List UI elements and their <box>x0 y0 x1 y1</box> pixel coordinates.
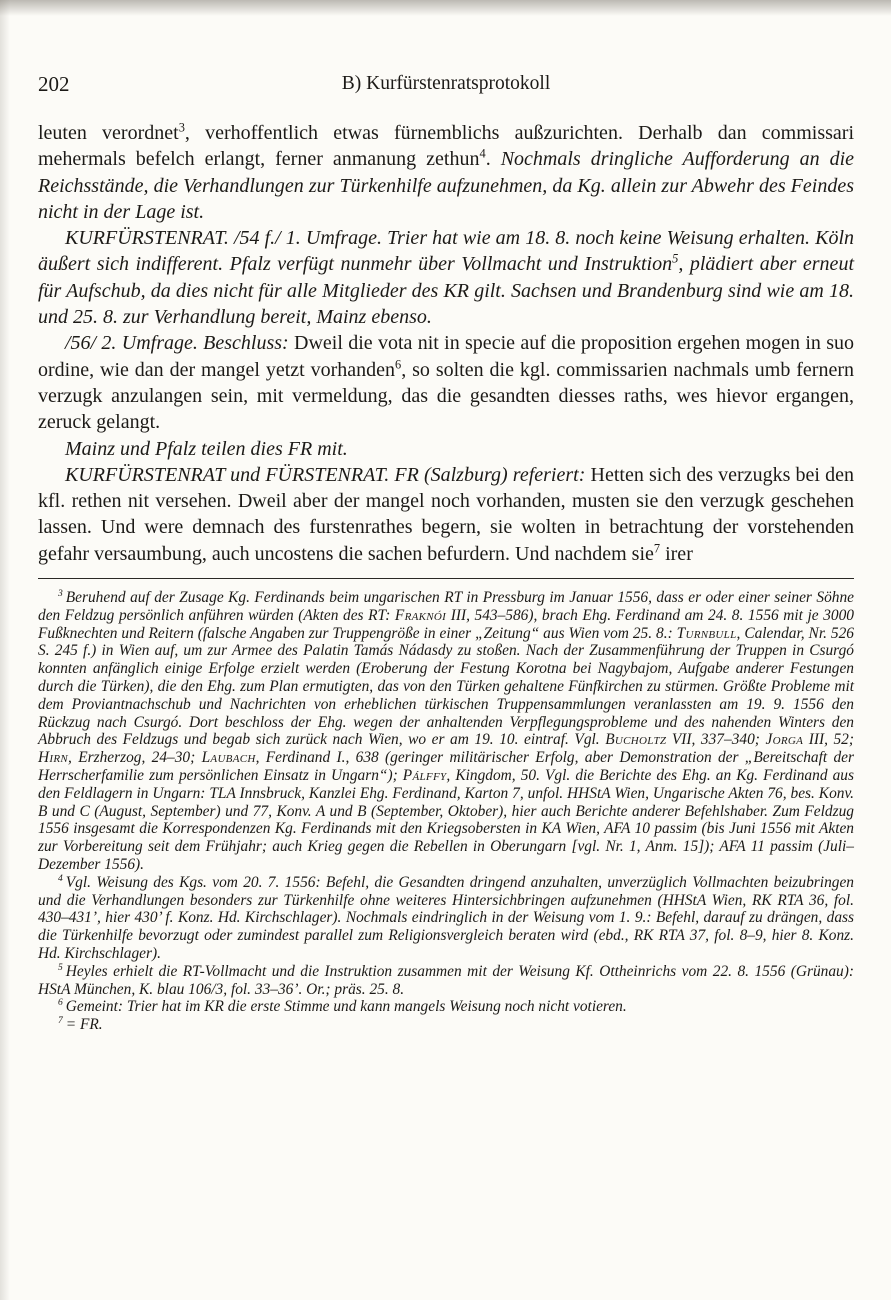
text-segment: Laubach <box>201 749 256 767</box>
text-segment: Dweil die vota nit in specie auf die proposition ergehen mogen in suo ordine, wie dan der mangel yetzt vorhanden <box>38 332 854 381</box>
text-segment: KURFÜRSTENRAT und FÜRSTENRAT. FR (Salzburg) referiert: <box>65 463 591 486</box>
page-content <box>38 72 854 1034</box>
text-segment: Hirn <box>38 749 69 767</box>
body-paragraph <box>38 436 854 462</box>
text-segment: Bucholtz <box>605 731 667 749</box>
text-segment: , Erzherzog, 24–30; <box>68 749 202 767</box>
text-segment: Mainz und Pfalz teilen dies FR mit. <box>65 437 348 460</box>
text-segment: III, 52; <box>803 731 854 749</box>
text-segment: , Ferdinand I., 638 (geringer militärischer Erfolg, aber Demonstration der „Bereitschaft der Herrscherfamilie zum persönlichen Einsatz in Ungarn“); <box>38 749 854 785</box>
text-segment: III, 543–586), brach Ehg. Ferdinand am 24. 8. 1556 mit je 3000 Fußknechten und Reitern (falsche Angaben zur Truppengröße in einer „Zeitung“ aus Wien vom 25. 8.: <box>38 606 854 642</box>
footnote-marker: 4 <box>58 872 63 884</box>
text-segment: . <box>485 148 501 171</box>
footnote-ref: 3 <box>178 120 185 135</box>
footnote-ref: 6 <box>395 357 402 372</box>
footnote <box>38 998 854 1016</box>
text-segment: Vgl. Weisung des Kgs. vom 20. 7. 1556: Befehl, die Gesandten dringend anzuhalten, unverzüglich Vollmachten beizubringen und die Verhandlungen besonders zur Türkenhilfe ohne weiteres Hintersichbringen aufzunehmen (HHStA Wien, RK RTA 36, fol. 430–431’, hier 430’ f. Konz. Hd. Kirchschlager). Nochmals eindringlich in der Weisung vom 1. 9.: Befehl, darauf zu drängen, dass die Türkenhilfe bevorzugt oder zumindest parallel zum Religionsvergleich beraten wird (ebd., RK RTA 37, fol. 8–9, hier 8. Konz. Hd. Kirchschlager). <box>38 873 854 962</box>
text-segment: Beruhend auf der Zusage Kg. Ferdinands beim ungarischen RT in Pressburg im Januar 1556, dass er oder einer seiner Söhne den Feldzug persönlich anführen würden (Akten des RT: <box>38 589 854 624</box>
text-segment: , Calendar, Nr. 526 S. 245 f.) in Wien auf, um zur Armee des Palatin Tamás Nádasdy zu stoßen. Nach der Zusammenführung der Truppen in Csurgó konnten anfänglich einige Erfolge erzielt werden (Eroberung der Festung Korotna bei Nagybajom, Aufgabe anderer Festungen durch die Türken), die den Ehg. zum Plan ermutigten, das von den Türken gehaltene Fünfkirchen zu stürmen. Größte Probleme mit dem Proviantnachschub und Nachrichten von erheblichen türkischen Truppensammlungen veranlassten am 19. 9. 1556 den Rückzug nach Csurgó. Dort beschloss der Ehg. wegen der anhaltenden Verpflegungsprobleme und des nahenden Winters den Abbruch des Feldzugs und begab sich zurück nach Wien, wo er am 19. 10. eintraf. Vgl. <box>38 624 854 749</box>
text-segment: , Kingdom, 50. Vgl. die Berichte des Ehg. an Kg. Ferdinand aus den Feldlagern in Ungarn: TLA Innsbruck, Kanzlei Ehg. Ferdinand, Karton 7, unfol. HHStA Wien, Ungarische Akten 76, bes. Konv. B und C (August, September) und 77, Konv. A und B (September, Oktober), hier auch Berichte anderer Befehlshaber. Zum Feldzug 1556 insgesamt die Korrespondenzen Kg. Ferdinands mit den Kriegsobersten in KA Wien, AFA 10 passim (bis Juni 1556 mit Akten zur Vorbereitung seit dem Frühjahr; auch Krieg gegen die Rebellen in Oberungarn [vgl. Nr. 1, Anm. 15]); AFA 11 passim (Juli–Dezember 1556). <box>38 767 854 873</box>
body-paragraph <box>38 462 854 567</box>
text-segment: /56/ 2. Umfrage. Beschluss: <box>65 332 295 355</box>
text-segment: , so solten die kgl. commissarien nachmals umb fernern verzugk anzulangen sein, mit vermeldung, das die gesandten diesses raths, wes hievor ergangen, zeruck gelangt. <box>38 358 854 434</box>
text-segment: VII, 337–340; <box>666 731 766 749</box>
text-segment: Jorga <box>765 731 804 749</box>
scan-edge-shadow-top <box>0 0 891 16</box>
footnote-ref: 4 <box>479 146 486 161</box>
text-segment: KURFÜRSTENRAT. /54 f./ 1. Umfrage. Trier hat wie am 18. 8. noch keine Weisung erhalten. Köln äußert sich indifferent. Pfalz verfügt nunmehr über Vollmacht und Instruktion <box>38 227 854 276</box>
footnotes <box>38 589 854 1034</box>
footnote-marker: 6 <box>58 997 63 1009</box>
text-segment: Pálffy <box>402 767 447 785</box>
footnote-ref: 7 <box>653 541 661 556</box>
scan-edge-shadow-left <box>0 0 10 1300</box>
text-segment: Hetten sich des verzugks bei den kfl. rethen nit versehen. Dweil aber der mangel noch vorhanden, musten sie den verzugk geschehen lassen. Und were demnach des furstenrathes begern, sie wolten in betrachtung der vorstehenden gefahr versaumbung, auch uncostens die sachen befurdern. Und nachdem sie <box>38 463 854 565</box>
text-segment: Turnbull <box>676 624 737 642</box>
footnote-marker: 3 <box>58 587 63 599</box>
footnote-ref: 5 <box>672 251 679 266</box>
body-paragraph <box>38 225 854 330</box>
text-segment: Fraknói <box>394 606 447 624</box>
body-text <box>38 120 854 567</box>
text-segment: Nochmals dringliche Aufforderung an die Reichsstände, die Verhandlungen zur Türkenhilfe aufzunehmen, da Kg. allein zur Abwehr des Feindes nicht in der Lage ist. <box>38 148 854 223</box>
text-segment: , plädiert aber erneut für Aufschub, da dies nicht für alle Mitglieder des KR gilt. Sachsen und Brandenburg sind wie am 18. und 25. 8. zur Verhandlung bereit, Mainz ebenso. <box>38 253 854 329</box>
body-paragraph <box>38 120 854 225</box>
body-paragraph <box>38 330 854 435</box>
footnote-marker: 7 <box>58 1015 63 1027</box>
page-header <box>38 72 854 100</box>
footnote-marker: 5 <box>58 961 63 973</box>
footnote <box>38 963 854 999</box>
text-segment: = FR. <box>65 1016 103 1034</box>
text-segment: leuten verordnet <box>38 122 179 144</box>
footnote <box>38 1016 854 1034</box>
text-segment: Gemeint: Trier hat im KR die erste Stimme und kann mangels Weisung noch nicht votieren. <box>65 998 627 1016</box>
text-segment: , verhoffentlich etwas fürnemblichs außzurichten. Derhalb dan commissari mehermals befelch erlangt, ferner anmanung zethun <box>38 122 855 171</box>
footnote-separator <box>38 578 854 579</box>
running-header: B) Kurfürstenratsprotokoll <box>341 73 551 94</box>
footnote <box>38 589 854 874</box>
text-segment: Heyles erhielt die RT-Vollmacht und die Instruktion zusammen mit der Weisung Kf. Ottheinrichs vom 22. 8. 1556 (Grünau): HStA München, K. blau 106/3, fol. 33–36’. Or.; präs. 25. 8. <box>38 962 854 998</box>
page-number: 202 <box>38 72 70 96</box>
footnote <box>38 874 854 963</box>
text-segment: irer <box>660 542 693 565</box>
